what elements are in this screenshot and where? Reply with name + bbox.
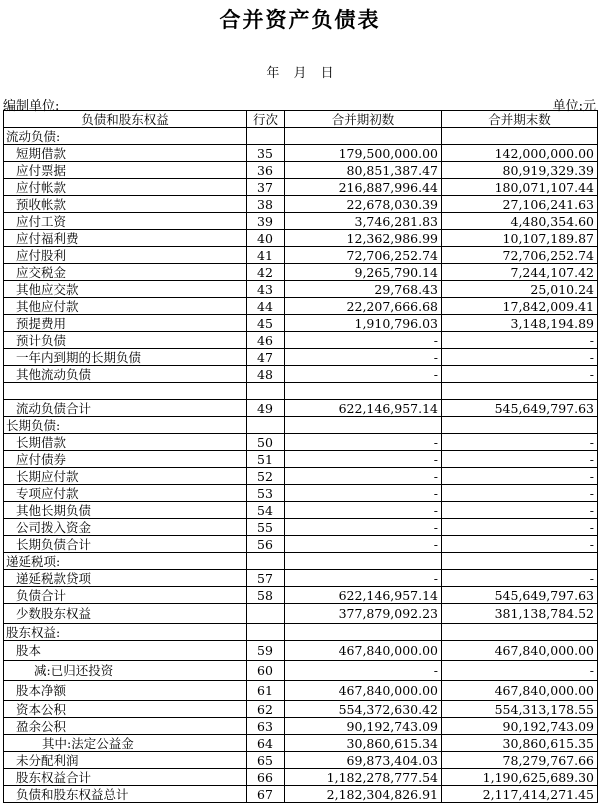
row-item: 应付票据 — [4, 162, 247, 179]
table-row — [4, 264, 598, 281]
table-row — [4, 701, 598, 718]
row-item: 预计负债 — [4, 332, 247, 349]
row-end-amount: 17,842,009.41 — [442, 298, 598, 315]
row-item: 其中:法定公益金 — [4, 735, 247, 752]
row-item: 负债合计 — [4, 587, 247, 604]
row-line-number: 49 — [247, 400, 285, 417]
header-row — [4, 111, 598, 128]
row-end-amount: 1,190,625,689.30 — [442, 769, 598, 786]
row-item: 流动负债合计 — [4, 400, 247, 417]
row-line-number: 44 — [247, 298, 285, 315]
row-line-number — [247, 417, 285, 434]
row-end-amount: - — [442, 519, 598, 536]
table-row — [4, 752, 598, 769]
row-line-number: 50 — [247, 434, 285, 451]
table-row — [4, 315, 598, 332]
table-row — [4, 162, 598, 179]
row-end-amount — [442, 128, 598, 145]
table-row — [4, 502, 598, 519]
row-line-number: 58 — [247, 587, 285, 604]
table-row — [4, 451, 598, 468]
row-begin-amount: 90,192,743.09 — [285, 718, 442, 735]
row-line-number — [247, 383, 285, 400]
row-item: 应交税金 — [4, 264, 247, 281]
table-row — [4, 332, 598, 349]
row-begin-amount: - — [285, 332, 442, 349]
table-row — [4, 536, 598, 553]
row-line-number: 41 — [247, 247, 285, 264]
row-begin-amount: 554,372,630.42 — [285, 701, 442, 718]
row-end-amount: 545,649,797.63 — [442, 587, 598, 604]
table-row — [4, 735, 598, 752]
table-row — [4, 661, 598, 681]
row-begin-amount: 29,768.43 — [285, 281, 442, 298]
row-begin-amount: - — [285, 519, 442, 536]
row-begin-amount: 179,500,000.00 — [285, 145, 442, 162]
row-item: 负债和股东权益总计 — [4, 786, 247, 803]
row-line-number: 35 — [247, 145, 285, 162]
header-line: 行次 — [247, 111, 285, 128]
row-end-amount: - — [442, 485, 598, 502]
row-line-number: 57 — [247, 570, 285, 587]
table-row — [4, 349, 598, 366]
row-item: 其他长期负债 — [4, 502, 247, 519]
row-line-number: 67 — [247, 786, 285, 803]
row-item — [4, 383, 247, 400]
row-begin-amount: 9,265,790.14 — [285, 264, 442, 281]
row-item: 长期负债: — [4, 417, 247, 434]
row-line-number — [247, 553, 285, 570]
row-begin-amount: - — [285, 485, 442, 502]
row-begin-amount: 2,182,304,826.91 — [285, 786, 442, 803]
row-line-number: 48 — [247, 366, 285, 383]
row-line-number: 51 — [247, 451, 285, 468]
row-line-number — [247, 624, 285, 641]
row-item: 预收帐款 — [4, 196, 247, 213]
row-end-amount: 72,706,252.74 — [442, 247, 598, 264]
row-end-amount: 78,279,767.66 — [442, 752, 598, 769]
row-begin-amount: - — [285, 468, 442, 485]
row-item: 递延税款贷项 — [4, 570, 247, 587]
row-line-number: 56 — [247, 536, 285, 553]
row-end-amount — [442, 383, 598, 400]
row-end-amount: 10,107,189.87 — [442, 230, 598, 247]
header-item: 负债和股东权益 — [4, 111, 247, 128]
row-line-number — [247, 128, 285, 145]
row-begin-amount: 1,910,796.03 — [285, 315, 442, 332]
row-item: 专项应付款 — [4, 485, 247, 502]
row-line-number: 40 — [247, 230, 285, 247]
row-end-amount: 142,000,000.00 — [442, 145, 598, 162]
row-line-number: 63 — [247, 718, 285, 735]
row-line-number: 43 — [247, 281, 285, 298]
row-end-amount: 90,192,743.09 — [442, 718, 598, 735]
row-item: 其他应付款 — [4, 298, 247, 315]
row-end-amount: - — [442, 502, 598, 519]
table-row — [4, 230, 598, 247]
row-item: 长期借款 — [4, 434, 247, 451]
table-row — [4, 553, 598, 570]
row-item: 流动负债: — [4, 128, 247, 145]
row-begin-amount — [285, 128, 442, 145]
row-line-number — [247, 604, 285, 624]
row-item: 未分配利润 — [4, 752, 247, 769]
row-begin-amount: 3,746,281.83 — [285, 213, 442, 230]
table-row — [4, 519, 598, 536]
row-end-amount: - — [442, 468, 598, 485]
row-item: 预提费用 — [4, 315, 247, 332]
row-end-amount: - — [442, 661, 598, 681]
row-line-number: 42 — [247, 264, 285, 281]
row-item: 股本 — [4, 641, 247, 661]
row-begin-amount: - — [285, 349, 442, 366]
row-end-amount — [442, 417, 598, 434]
row-begin-amount — [285, 383, 442, 400]
row-end-amount — [442, 553, 598, 570]
row-begin-amount: - — [285, 502, 442, 519]
row-end-amount: - — [442, 570, 598, 587]
row-begin-amount: 72,706,252.74 — [285, 247, 442, 264]
row-item: 应付债券 — [4, 451, 247, 468]
row-line-number: 38 — [247, 196, 285, 213]
row-line-number: 64 — [247, 735, 285, 752]
row-item: 短期借款 — [4, 145, 247, 162]
table-row — [4, 247, 598, 264]
row-begin-amount: - — [285, 434, 442, 451]
row-end-amount: 381,138,784.52 — [442, 604, 598, 624]
header-begin: 合并期初数 — [285, 111, 442, 128]
row-begin-amount: - — [285, 570, 442, 587]
table-row — [4, 366, 598, 383]
row-item: 减:已归还投资 — [4, 661, 247, 681]
row-line-number: 36 — [247, 162, 285, 179]
row-item: 股东权益合计 — [4, 769, 247, 786]
row-end-amount: - — [442, 536, 598, 553]
row-end-amount: 2,117,414,271.45 — [442, 786, 598, 803]
row-begin-amount: - — [285, 661, 442, 681]
row-item: 公司拨入资金 — [4, 519, 247, 536]
table-row — [4, 417, 598, 434]
row-line-number: 45 — [247, 315, 285, 332]
row-end-amount: 7,244,107.42 — [442, 264, 598, 281]
row-item: 应付福利费 — [4, 230, 247, 247]
row-end-amount: - — [442, 366, 598, 383]
row-item: 应付帐款 — [4, 179, 247, 196]
row-item: 应付股利 — [4, 247, 247, 264]
row-begin-amount: 216,887,996.44 — [285, 179, 442, 196]
table-row — [4, 128, 598, 145]
row-item: 股东权益: — [4, 624, 247, 641]
row-end-amount: 3,148,194.89 — [442, 315, 598, 332]
row-end-amount: 4,480,354.60 — [442, 213, 598, 230]
row-begin-amount: 69,873,404.03 — [285, 752, 442, 769]
row-end-amount: - — [442, 332, 598, 349]
row-end-amount: - — [442, 349, 598, 366]
table-row — [4, 383, 598, 400]
row-begin-amount: 80,851,387.47 — [285, 162, 442, 179]
row-begin-amount — [285, 553, 442, 570]
table-row — [4, 485, 598, 502]
row-line-number: 37 — [247, 179, 285, 196]
row-begin-amount: 622,146,957.14 — [285, 587, 442, 604]
row-end-amount: 467,840,000.00 — [442, 681, 598, 701]
row-item: 少数股东权益 — [4, 604, 247, 624]
table-row — [4, 179, 598, 196]
compiler-label: 编制单位: — [3, 99, 60, 114]
row-item: 盈余公积 — [4, 718, 247, 735]
table-row — [4, 786, 598, 803]
row-end-amount: - — [442, 451, 598, 468]
row-begin-amount: - — [285, 366, 442, 383]
row-line-number: 52 — [247, 468, 285, 485]
row-begin-amount: 622,146,957.14 — [285, 400, 442, 417]
report-title: 合并资产负债表 — [219, 8, 381, 32]
row-end-amount: 554,313,178.55 — [442, 701, 598, 718]
row-begin-amount: 22,678,030.39 — [285, 196, 442, 213]
row-item: 其他流动负债 — [4, 366, 247, 383]
row-item: 资本公积 — [4, 701, 247, 718]
row-line-number: 54 — [247, 502, 285, 519]
row-item: 一年内到期的长期负债 — [4, 349, 247, 366]
row-item: 应付工资 — [4, 213, 247, 230]
row-begin-amount — [285, 624, 442, 641]
row-line-number: 55 — [247, 519, 285, 536]
row-line-number: 39 — [247, 213, 285, 230]
table-body — [4, 128, 598, 803]
row-line-number: 66 — [247, 769, 285, 786]
balance-sheet-table — [3, 110, 598, 803]
row-begin-amount: 467,840,000.00 — [285, 681, 442, 701]
row-begin-amount: - — [285, 451, 442, 468]
table-row — [4, 570, 598, 587]
row-end-amount: 545,649,797.63 — [442, 400, 598, 417]
row-item: 递延税项: — [4, 553, 247, 570]
table-row — [4, 298, 598, 315]
row-line-number: 59 — [247, 641, 285, 661]
table-row — [4, 213, 598, 230]
table-row — [4, 196, 598, 213]
row-begin-amount: - — [285, 536, 442, 553]
row-end-amount — [442, 624, 598, 641]
table-row — [4, 587, 598, 604]
table-row — [4, 641, 598, 661]
row-begin-amount — [285, 417, 442, 434]
table-row — [4, 434, 598, 451]
unit-label: 单位:元 — [552, 99, 596, 114]
row-end-amount: 180,071,107.44 — [442, 179, 598, 196]
row-item: 其他应交款 — [4, 281, 247, 298]
table-row — [4, 604, 598, 624]
row-item: 长期应付款 — [4, 468, 247, 485]
row-line-number: 60 — [247, 661, 285, 681]
row-end-amount: 25,010.24 — [442, 281, 598, 298]
table-row — [4, 400, 598, 417]
row-end-amount: 80,919,329.39 — [442, 162, 598, 179]
table-row — [4, 718, 598, 735]
row-end-amount: 27,106,241.63 — [442, 196, 598, 213]
row-line-number: 53 — [247, 485, 285, 502]
row-end-amount: 30,860,615.35 — [442, 735, 598, 752]
report-date: 年 月 日 — [266, 66, 334, 81]
row-line-number: 61 — [247, 681, 285, 701]
row-line-number: 47 — [247, 349, 285, 366]
row-begin-amount: 22,207,666.68 — [285, 298, 442, 315]
row-end-amount: 467,840,000.00 — [442, 641, 598, 661]
table-row — [4, 468, 598, 485]
row-begin-amount: 30,860,615.34 — [285, 735, 442, 752]
row-item: 长期负债合计 — [4, 536, 247, 553]
row-begin-amount: 467,840,000.00 — [285, 641, 442, 661]
row-line-number: 62 — [247, 701, 285, 718]
row-begin-amount: 12,362,986.99 — [285, 230, 442, 247]
row-begin-amount: 1,182,278,777.54 — [285, 769, 442, 786]
table-row — [4, 281, 598, 298]
table-row — [4, 624, 598, 641]
table-row — [4, 769, 598, 786]
header-end: 合并期末数 — [442, 111, 598, 128]
table-row — [4, 145, 598, 162]
row-item: 股本净额 — [4, 681, 247, 701]
row-line-number: 46 — [247, 332, 285, 349]
row-begin-amount: 377,879,092.23 — [285, 604, 442, 624]
row-line-number: 65 — [247, 752, 285, 769]
row-end-amount: - — [442, 434, 598, 451]
table-row — [4, 681, 598, 701]
